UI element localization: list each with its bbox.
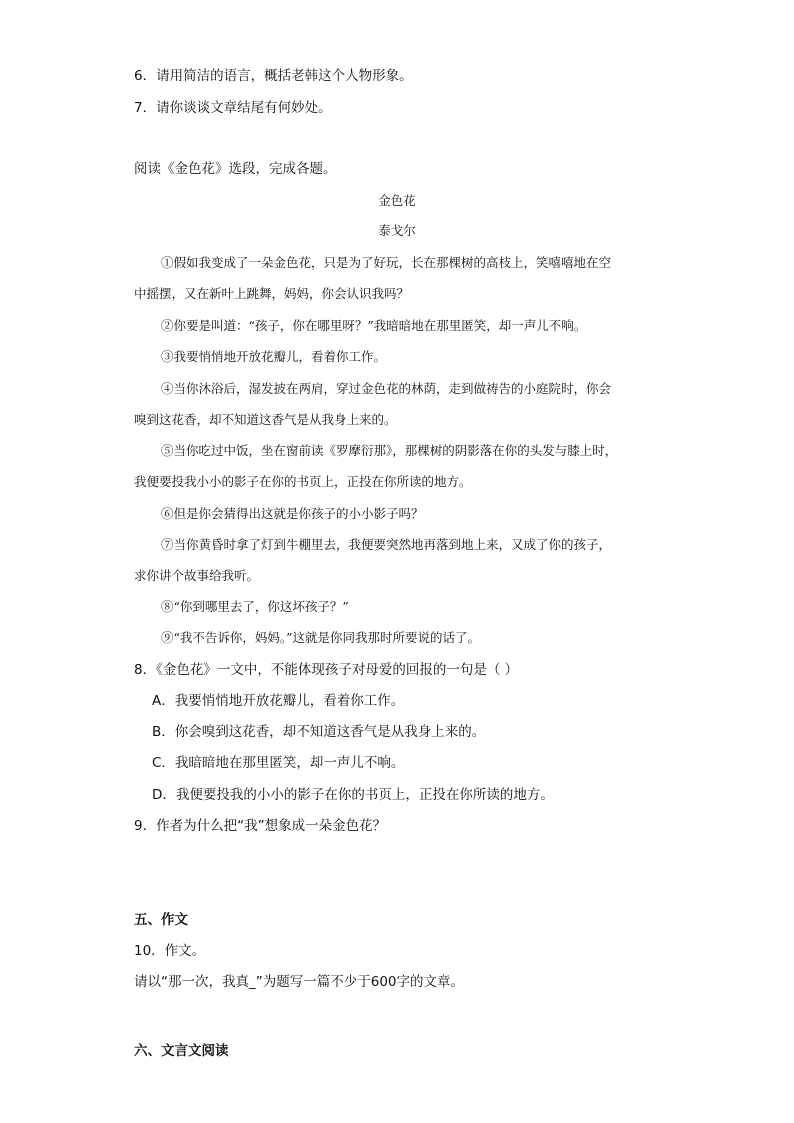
- passage-paragraph-4-line-1: ④当你沐浴后，湿发披在两肩，穿过金色花的林荫，走到做祷告的小庭院时，你会: [161, 381, 612, 396]
- passage-paragraph-4-line-2: 嗅到这花香，却不知道这香气是从我身上来的。: [134, 412, 397, 427]
- passage-paragraph-1-line-1: ①假如我变成了一朵金色花，只是为了好玩，长在那棵树的高枝上，笑嘻嘻地在空: [161, 255, 612, 270]
- passage-paragraph-7-line-1: ⑦当你黄昏时拿了灯到牛棚里去，我便要突然地再落到地上来，又成了你的孩子，: [161, 537, 612, 552]
- passage-paragraph-6: ⑥但是你会猜得出这就是你孩子的小小影子吗？: [161, 506, 424, 521]
- passage-paragraph-5-line-2: 我便要投我小小的影子在你的书页上，正投在你所读的地方。: [134, 474, 472, 489]
- passage-paragraph-9: ⑨“我不告诉你，妈妈。”这就是你同我那时所要说的话了。: [161, 630, 481, 645]
- passage-paragraph-3: ③我要悄悄地开放花瓣儿，看着你工作。: [161, 349, 387, 364]
- passage-paragraph-8: ⑧“你到哪里去了，你这坏孩子？”: [161, 599, 349, 614]
- essay-prompt: 请以“那一次，我真_”为题写一篇不少于600字的文章。: [134, 974, 465, 990]
- passage-title: 金色花: [378, 193, 416, 208]
- passage-paragraph-1-line-2: 中摇摆，又在新叶上跳舞，妈妈，你会认识我吗？: [134, 286, 410, 301]
- passage-author: 泰戈尔: [378, 223, 416, 238]
- question-9: 9．作者为什么把“我”想象成一朵金色花？: [134, 818, 387, 834]
- reading-intro: 阅读《金色花》选段，完成各题。: [134, 161, 337, 177]
- question-8-stem: 8．《金色花》一文中，不能体现孩子对母爱的回报的一句是（ ）: [134, 662, 519, 678]
- section-5-heading: 五、作文: [134, 912, 188, 928]
- question-8-option-c: C．我暗暗地在那里匿笑，却一声儿不响。: [152, 755, 405, 771]
- question-10: 10．作文。: [134, 943, 206, 959]
- passage-paragraph-7-line-2: 求你讲个故事给我听。: [134, 568, 260, 583]
- question-8-option-b: B．你会嗅到这花香，却不知道这香气是从我身上来的。: [152, 724, 486, 740]
- question-6: 6．请用简洁的语言，概括老韩这个人物形象。: [134, 68, 413, 84]
- section-6-heading: 六、文言文阅读: [134, 1043, 229, 1059]
- question-8-option-d: D．我便要投我的小小的影子在你的书页上，正投在你所读的地方。: [152, 787, 554, 803]
- question-7: 7．请你谈谈文章结尾有何妙处。: [134, 100, 332, 116]
- passage-paragraph-5-line-1: ⑤当你吃过中饭，坐在窗前读《罗摩衍那》，那棵树的阴影落在你的头发与膝上时，: [161, 443, 618, 458]
- question-8-option-a: A．我要悄悄地开放花瓣儿，看着你工作。: [152, 693, 405, 709]
- passage-paragraph-2: ②你要是叫道：“孩子，你在哪里呀？”我暗暗地在那里匿笑，却一声儿不响。: [161, 318, 587, 333]
